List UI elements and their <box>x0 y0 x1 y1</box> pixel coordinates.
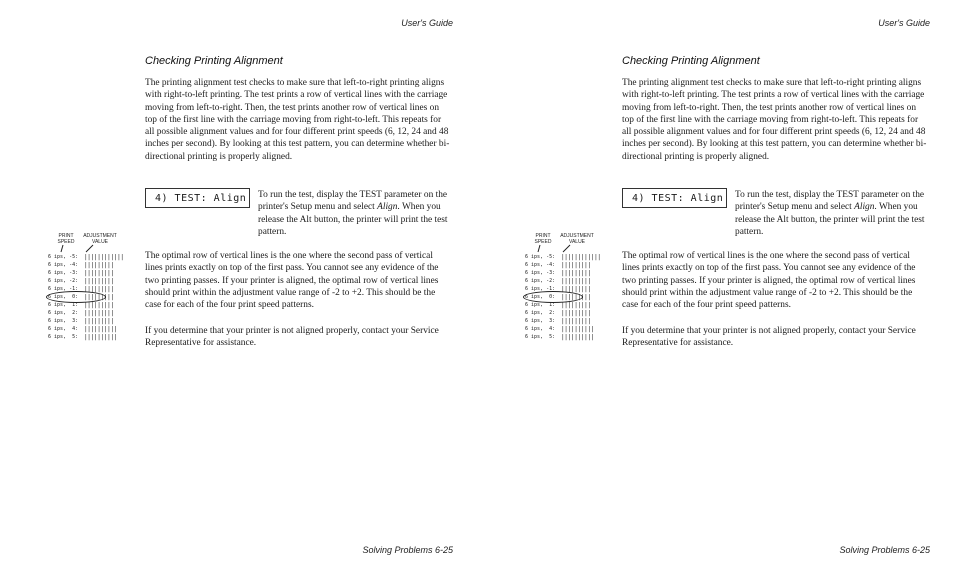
row-label: 6 ips, 3: <box>525 318 556 324</box>
instruction-text-end: . When you release the Alt button, the printer will print the test pattern. <box>735 202 925 237</box>
row-bars: |||||||||| <box>561 333 595 341</box>
lcd-display: 4) TEST: Align <box>145 188 250 208</box>
pattern-row <box>525 269 601 277</box>
pattern-row <box>48 261 124 269</box>
print-speed-label: PRINT SPEED <box>534 233 552 245</box>
row-label: 6 ips, -3: <box>48 270 79 276</box>
row-label: 6 ips, 3: <box>48 318 79 324</box>
row-label: 6 ips, -1: <box>48 286 79 292</box>
pattern-row <box>48 333 124 341</box>
row-label: 6 ips, 5: <box>48 334 79 340</box>
row-label: 6 ips, 1: <box>48 302 79 308</box>
print-speed-label: PRINT SPEED <box>57 233 75 245</box>
row-label: 6 ips, -3: <box>525 270 556 276</box>
row-bars: |||||||||| <box>561 325 595 333</box>
row-label: 6 ips, -2: <box>48 278 79 284</box>
pattern-row <box>48 277 124 285</box>
pattern-row <box>525 309 601 317</box>
instruction-text-end: . When you release the Alt button, the printer will print the test pattern. <box>258 202 448 237</box>
instruction-emphasis: Align <box>377 202 398 213</box>
row-label: 6 ips, 5: <box>525 334 556 340</box>
instruction-emphasis: Align <box>854 202 875 213</box>
adjustment-value-label: ADJUSTMENT VALUE <box>560 233 594 245</box>
pointer-lines-icon <box>48 244 108 253</box>
row-label: 6 ips, 2: <box>48 310 79 316</box>
row-label: 6 ips, 0: <box>48 294 79 300</box>
row-bars: ||||||||| <box>84 317 114 325</box>
row-bars: ||||||||| <box>84 269 114 277</box>
running-header: User's Guide <box>878 18 930 28</box>
pattern-row <box>48 309 124 317</box>
pattern-row <box>48 317 124 325</box>
section-title: Checking Printing Alignment <box>622 55 760 67</box>
section-title: Checking Printing Alignment <box>145 55 283 67</box>
instruction-text-start: To run the test, display the TEST parameter on the printer's Setup menu and select <box>258 190 448 213</box>
running-header: User's Guide <box>401 18 453 28</box>
row-bars: ||||||||| <box>561 285 591 293</box>
row-bars: ||||||||| <box>561 277 591 285</box>
row-bars: |||||||||||| <box>84 253 124 261</box>
row-bars: ||||||||| <box>561 261 591 269</box>
optimal-row-highlight <box>46 291 106 303</box>
optimal-row-paragraph: The optimal row of vertical lines is the one where the second pass of vertical lines prints exactly on top of the first pass. You cannot see any evidence of the two printing passes. If your printer is aligned, the optimal row of vertical lines should print within the adjustment value range of -2 to +2. This should be the case for each of the four print speed patterns. <box>622 251 916 311</box>
row-bars: ||||||||| <box>84 301 114 309</box>
instruction-paragraph <box>258 189 458 238</box>
intro-paragraph: The printing alignment test checks to make sure that left-to-right printing aligns with right-to-left printing. The test prints a row of vertical lines with the carriage moving from left-to-right. Then, the test prints another row of vertical lines on top of the first line with the carriage moving from right-to-left. This repeats for all possible alignment values and for four different print speeds (6, 12, 24 and 48 inches per second). By looking at this test pattern, you can determine whether bi-directional printing is properly aligned. <box>145 78 450 162</box>
row-bars: ||||||||| <box>561 269 591 277</box>
row-bars: |||||||||| <box>84 333 118 341</box>
row-bars: |||||||||||| <box>561 253 601 261</box>
row-bars: ||||||||| <box>561 309 591 317</box>
row-bars: ||||||||| <box>561 301 591 309</box>
intro-paragraph: The printing alignment test checks to make sure that left-to-right printing aligns with right-to-left printing. The test prints a row of vertical lines with the carriage moving from left-to-right. Then, the test prints another row of vertical lines on top of the first line with the carriage moving from right-to-left. This repeats for all possible alignment values and for four different print speeds (6, 12, 24 and 48 inches per second). By looking at this test pattern, you can determine whether bi-directional printing is properly aligned. <box>622 78 927 162</box>
pattern-row <box>48 253 124 261</box>
row-label: 6 ips, -5: <box>525 254 556 260</box>
pointer-lines-icon <box>525 244 585 253</box>
row-label: 6 ips, 4: <box>525 326 556 332</box>
row-label: 6 ips, -1: <box>525 286 556 292</box>
pattern-row <box>525 325 601 333</box>
alignment-test-figure <box>48 228 134 346</box>
optimal-row-paragraph: The optimal row of vertical lines is the one where the second pass of vertical lines prints exactly on top of the first pass. You cannot see any evidence of the two printing passes. If your printer is aligned, the optimal row of vertical lines should print within the adjustment value range of -2 to +2. This should be the case for each of the four print speed patterns. <box>145 251 439 311</box>
instruction-paragraph <box>735 189 935 238</box>
pattern-row <box>525 253 601 261</box>
pattern-row <box>48 325 124 333</box>
row-label: 6 ips, 0: <box>525 294 556 300</box>
pattern-row <box>525 317 601 325</box>
running-footer: Solving Problems 6-25 <box>362 545 453 555</box>
row-bars: ||||||||| <box>84 261 114 269</box>
row-label: 6 ips, -4: <box>48 262 79 268</box>
row-bars: ||||||||| <box>561 317 591 325</box>
pattern-row <box>525 333 601 341</box>
row-label: 6 ips, -5: <box>48 254 79 260</box>
row-label: 6 ips, 1: <box>525 302 556 308</box>
optimal-row-highlight <box>523 291 583 303</box>
row-bars: |||||||||| <box>84 325 118 333</box>
row-bars: ||||||||| <box>84 277 114 285</box>
row-label: 6 ips, 4: <box>48 326 79 332</box>
right-page <box>477 0 954 580</box>
row-label: 6 ips, 2: <box>525 310 556 316</box>
row-bars: ||||||||| <box>84 285 114 293</box>
row-bars: ||||||||| <box>84 293 114 301</box>
adjustment-value-label: ADJUSTMENT VALUE <box>83 233 117 245</box>
lcd-display: 4) TEST: Align <box>622 188 727 208</box>
row-bars: ||||||||| <box>561 293 591 301</box>
pattern-row <box>525 261 601 269</box>
row-bars: ||||||||| <box>84 309 114 317</box>
contact-paragraph: If you determine that your printer is not aligned properly, contact your Service Representative for assistance. <box>622 326 916 349</box>
row-label: 6 ips, -4: <box>525 262 556 268</box>
instruction-text-start: To run the test, display the TEST parameter on the printer's Setup menu and select <box>735 190 925 213</box>
row-label: 6 ips, -2: <box>525 278 556 284</box>
pattern-row <box>525 277 601 285</box>
pattern-row <box>48 269 124 277</box>
alignment-test-figure <box>525 228 611 346</box>
contact-paragraph: If you determine that your printer is not aligned properly, contact your Service Representative for assistance. <box>145 326 439 349</box>
running-footer: Solving Problems 6-25 <box>839 545 930 555</box>
